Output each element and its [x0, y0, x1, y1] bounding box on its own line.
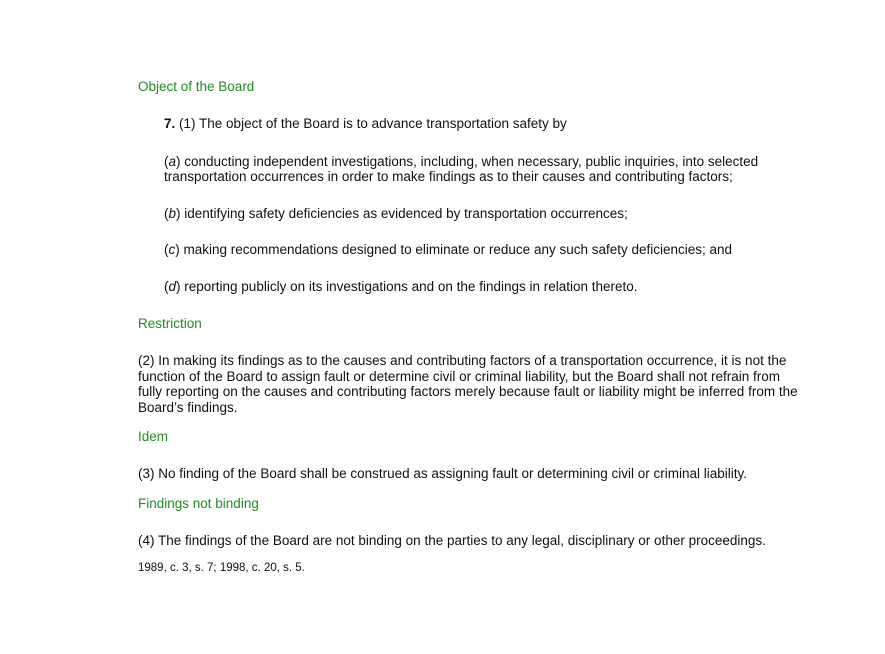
marginal-note-idem: Idem	[138, 429, 169, 444]
paragraph-b-letter: b	[168, 205, 177, 221]
paragraph-d-text: reporting publicly on its investigations and on the findings in relation thereto.	[184, 278, 638, 294]
subsection-3: (3) No finding of the Board shall be construed as assigning fault or determining civil or criminal liability.	[138, 466, 748, 481]
history-citation: 1989, c. 3, s. 7; 1998, c. 20, s. 5.	[138, 562, 305, 574]
marginal-note-findings: Findings not binding	[138, 495, 259, 511]
paragraph-c: (c) making recommendations designed to eliminate or reduce any such safety deficiencies; and	[164, 242, 733, 257]
marginal-note-restriction: Restriction	[138, 316, 202, 331]
paragraph-a-text: conducting independent investigations, including, when necessary, public inquiries, into selected transportation occurrences in order to make findings as to their causes and contributing factors;	[164, 153, 759, 184]
marginal-note-object: Object of the Board	[138, 79, 255, 94]
subsection-4: (4) The findings of the Board are not binding on the parties to any legal, disciplinary or other proceedings.	[138, 532, 766, 548]
paragraph-b-text: identifying safety deficiencies as evidenced by transportation occurrences;	[184, 205, 628, 221]
subsection-1-intro	[164, 116, 798, 132]
paragraph-c-text: making recommendations designed to eliminate or reduce any such safety deficiencies; and	[183, 242, 733, 257]
paragraph-d: (d) reporting publicly on its investigations and on the findings in relation thereto.	[164, 278, 638, 294]
paragraph-a: (a) conducting independent investigations, including, when necessary, public inquiries, into selected transportation occurrences in order to make findings as to their causes and contributing factors;	[164, 153, 759, 184]
statute-section	[138, 79, 798, 575]
subsection-1-text: (1) The object of the Board is to advance transportation safety by	[179, 116, 567, 131]
section-number: 7.	[164, 116, 176, 131]
paragraph-a-letter: a	[168, 153, 177, 169]
paragraph-b: (b) identifying safety deficiencies as evidenced by transportation occurrences;	[164, 205, 628, 221]
paragraph-d-letter: d	[168, 278, 177, 294]
paragraph-c-letter: c	[168, 242, 176, 257]
subsection-2: (2) In making its findings as to the causes and contributing factors of a transportation occurrence, it is not the function of the Board to assign fault or determine civil or criminal liability, but the Board shall not refrain from fully reporting on the causes and contributing factors merely because fault or liability might be inferred from the Board’s findings.	[138, 353, 798, 415]
